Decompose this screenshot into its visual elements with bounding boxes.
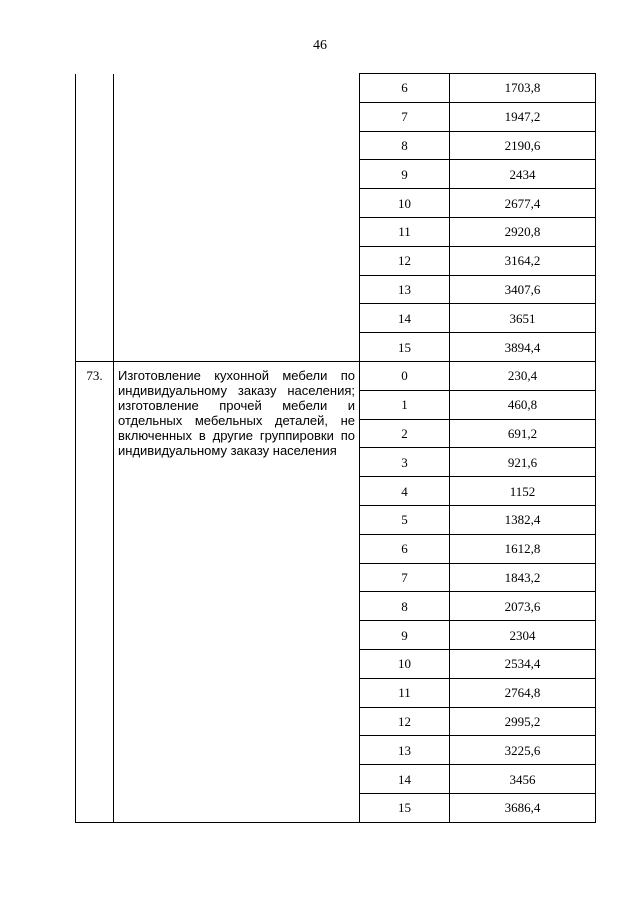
amount-cell: 3686,4 xyxy=(450,793,596,822)
employee-count-cell: 6 xyxy=(360,74,450,103)
amount-cell: 2764,8 xyxy=(450,678,596,707)
amount-cell: 2677,4 xyxy=(450,189,596,218)
amount-cell: 1947,2 xyxy=(450,102,596,131)
employee-count-cell: 5 xyxy=(360,505,450,534)
amount-cell: 1843,2 xyxy=(450,563,596,592)
employee-count-cell: 15 xyxy=(360,793,450,822)
employee-count-cell: 13 xyxy=(360,736,450,765)
employee-count-cell: 9 xyxy=(360,621,450,650)
amount-cell: 2920,8 xyxy=(450,217,596,246)
employee-count-cell: 8 xyxy=(360,592,450,621)
page-number: 46 xyxy=(313,38,327,53)
employee-count-cell: 6 xyxy=(360,534,450,563)
amount-cell: 2073,6 xyxy=(450,592,596,621)
employee-count-cell: 10 xyxy=(360,649,450,678)
employee-count-cell: 13 xyxy=(360,275,450,304)
employee-count-cell: 2 xyxy=(360,419,450,448)
amount-cell: 460,8 xyxy=(450,390,596,419)
employee-count-cell: 0 xyxy=(360,361,450,390)
entry-number-cell: 73. xyxy=(76,361,114,822)
entry-description-cell: Изготовление кухонной мебели по индивидуальному заказу населения; изготовление прочей мебели и отдельных мебельных деталей, не включенных в другие группировки по индивидуальному заказу населения xyxy=(114,361,360,822)
table-row xyxy=(76,74,596,103)
amount-cell: 3456 xyxy=(450,765,596,794)
employee-count-cell: 11 xyxy=(360,217,450,246)
entry-number-cell xyxy=(76,74,114,362)
amount-cell: 3651 xyxy=(450,304,596,333)
amount-cell: 3894,4 xyxy=(450,333,596,362)
employee-count-cell: 4 xyxy=(360,477,450,506)
entry-description-cell xyxy=(114,74,360,362)
amount-cell: 921,6 xyxy=(450,448,596,477)
amount-cell: 1703,8 xyxy=(450,74,596,103)
employee-count-cell: 14 xyxy=(360,765,450,794)
employee-count-cell: 1 xyxy=(360,390,450,419)
amount-cell: 3225,6 xyxy=(450,736,596,765)
amount-cell: 691,2 xyxy=(450,419,596,448)
amount-cell: 3407,6 xyxy=(450,275,596,304)
amount-cell: 2434 xyxy=(450,160,596,189)
amount-cell: 2304 xyxy=(450,621,596,650)
amount-cell: 2190,6 xyxy=(450,131,596,160)
table-row xyxy=(76,361,596,390)
employee-count-cell: 10 xyxy=(360,189,450,218)
amount-cell: 2995,2 xyxy=(450,707,596,736)
employee-count-cell: 14 xyxy=(360,304,450,333)
employee-count-cell: 11 xyxy=(360,678,450,707)
employee-count-cell: 12 xyxy=(360,246,450,275)
employee-count-cell: 9 xyxy=(360,160,450,189)
employee-count-cell: 12 xyxy=(360,707,450,736)
tariff-table-body xyxy=(76,74,596,823)
employee-count-cell: 7 xyxy=(360,102,450,131)
amount-cell: 2534,4 xyxy=(450,649,596,678)
amount-cell: 3164,2 xyxy=(450,246,596,275)
amount-cell: 230,4 xyxy=(450,361,596,390)
employee-count-cell: 3 xyxy=(360,448,450,477)
amount-cell: 1152 xyxy=(450,477,596,506)
amount-cell: 1382,4 xyxy=(450,505,596,534)
employee-count-cell: 7 xyxy=(360,563,450,592)
amount-cell: 1612,8 xyxy=(450,534,596,563)
tariff-table xyxy=(75,73,596,823)
employee-count-cell: 15 xyxy=(360,333,450,362)
employee-count-cell: 8 xyxy=(360,131,450,160)
